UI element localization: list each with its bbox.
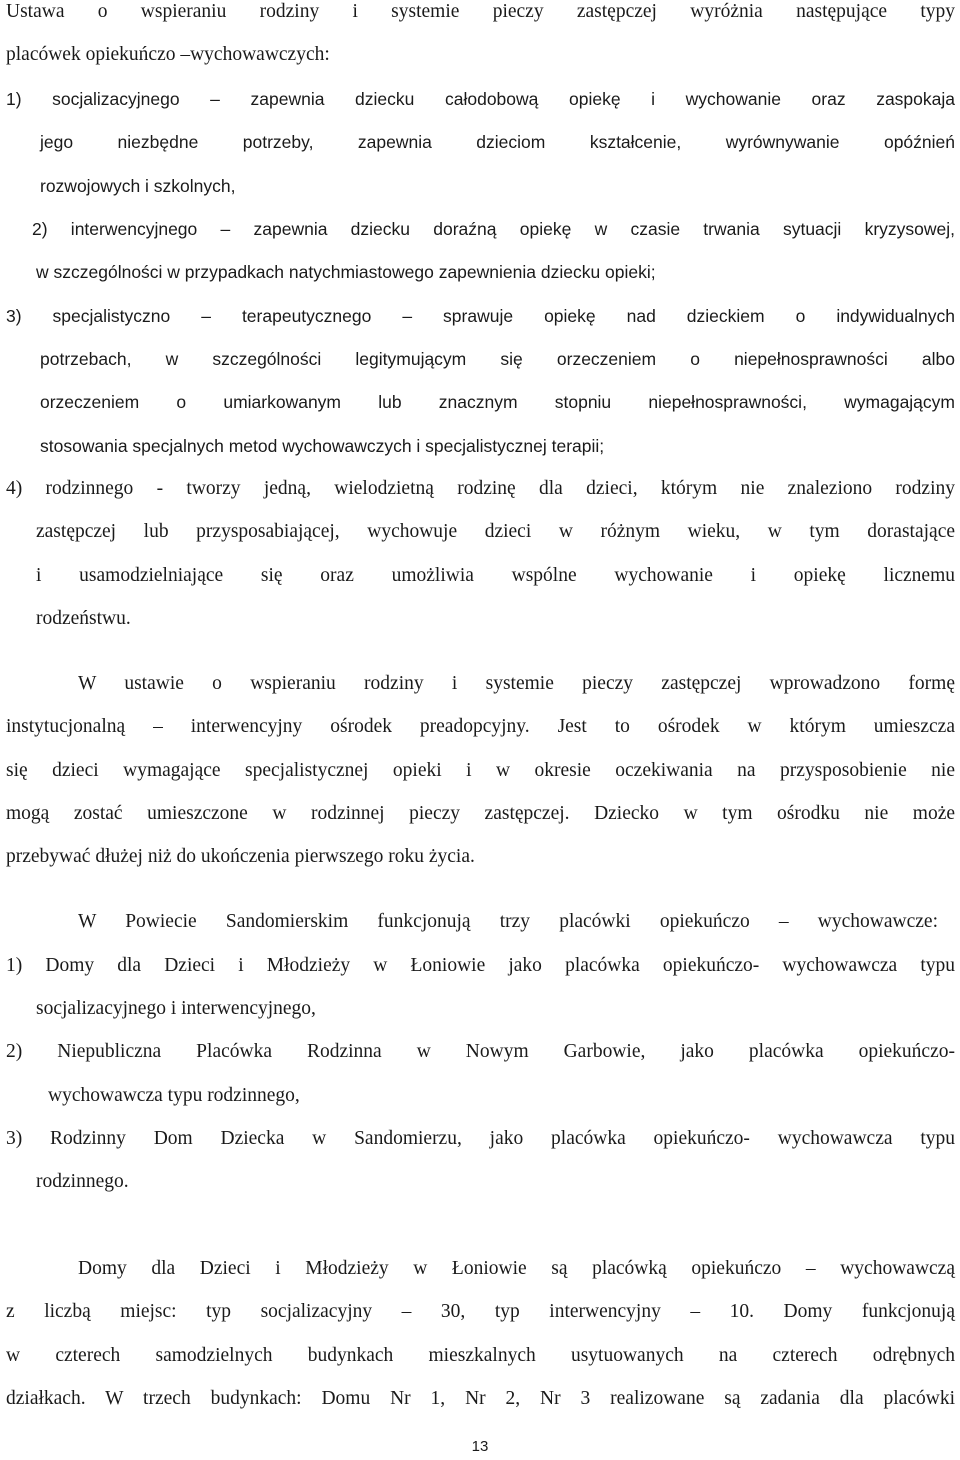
paragraph-line: w czterech samodzielnych budynkach mieszkalnych usytuowanych na czterech odrębnych (6, 1345, 955, 1366)
list-item: 2) Niepubliczna Placówka Rodzinna w Nowym Garbowie, jako placówka opiekuńczo- (6, 1041, 955, 1062)
list-item-continuation: orzeczeniem o umiarkowanym lub znacznym stopniu niepełnosprawności, wymagającym (40, 392, 955, 412)
page-number: 13 (471, 1438, 489, 1455)
paragraph-first-line: W Powiecie Sandomierskim funkcjonują trzy placówki opiekuńczo – wychowawcze: (78, 911, 938, 932)
list-item-continuation: wychowawcza typu rodzinnego, (48, 1085, 300, 1106)
paragraph-line: działkach. W trzech budynkach: Domu Nr 1, Nr 2, Nr 3 realizowane są zadania dla placówki (6, 1388, 955, 1409)
text-line: Ustawa o wspieraniu rodziny i systemie pieczy zastępczej wyróżnia następujące typy (6, 1, 955, 22)
paragraph-line: się dzieci wymagające specjalistycznej opieki i w okresie oczekiwania na przysposobienie nie (6, 760, 955, 781)
list-item-continuation: potrzebach, w szczególności legitymującym się orzeczeniem o niepełnosprawności albo (40, 349, 955, 369)
paragraph-first-line: W ustawie o wspieraniu rodziny i systemie pieczy zastępczej wprowadzono formę (78, 673, 955, 694)
list-item: 3) specjalistyczno – terapeutycznego – sprawuje opiekę nad dzieckiem o indywidualnych (6, 306, 955, 326)
list-item: 1) socjalizacyjnego – zapewnia dziecku całodobową opiekę i wychowanie oraz zaspokaja (6, 89, 955, 109)
list-item: 1) Domy dla Dzieci i Młodzieży w Łoniowie jako placówka opiekuńczo- wychowawcza typu (6, 955, 955, 976)
list-item-continuation: rodzeństwu. (36, 608, 131, 629)
paragraph-line: mogą zostać umieszczone w rodzinnej pieczy zastępczej. Dziecko w tym ośrodku nie może (6, 803, 955, 824)
paragraph-line: instytucjonalną – interwencyjny ośrodek preadopcyjny. Jest to ośrodek w którym umieszcza (6, 716, 955, 737)
paragraph-line: przebywać dłużej niż do ukończenia pierwszego roku życia. (6, 846, 475, 867)
list-item-continuation: socjalizacyjnego i interwencyjnego, (36, 998, 316, 1019)
list-item-continuation: rodzinnego. (36, 1171, 129, 1192)
list-item-continuation: w szczególności w przypadkach natychmiastowego zapewnienia dziecku opieki; (36, 262, 656, 282)
list-item-continuation: i usamodzielniające się oraz umożliwia wspólne wychowanie i opiekę licznemu (36, 565, 955, 586)
list-item: 2) interwencyjnego – zapewnia dziecku doraźną opiekę w czasie trwania sytuacji kryzysowej, (32, 219, 955, 239)
list-item: 4) rodzinnego - tworzy jedną, wielodzietną rodzinę dla dzieci, którym nie znaleziono rodziny (6, 478, 955, 499)
text-line: placówek opiekuńczo –wychowawczych: (6, 44, 330, 65)
list-item-continuation: rozwojowych i szkolnych, (40, 176, 236, 196)
paragraph-first-line: Domy dla Dzieci i Młodzieży w Łoniowie są placówką opiekuńczo – wychowawczą (78, 1258, 955, 1279)
list-item: 3) Rodzinny Dom Dziecka w Sandomierzu, jako placówka opiekuńczo- wychowawcza typu (6, 1128, 955, 1149)
list-item-continuation: stosowania specjalnych metod wychowawczych i specjalistycznej terapii; (40, 436, 605, 456)
list-item-continuation: jego niezbędne potrzeby, zapewnia dzieciom kształcenie, wyrównywanie opóźnień (40, 132, 955, 152)
paragraph-line: z liczbą miejsc: typ socjalizacyjny – 30, typ interwencyjny – 10. Domy funkcjonują (6, 1301, 955, 1322)
list-item-continuation: zastępczej lub przysposabiającej, wychowuje dzieci w różnym wieku, w tym dorastające (36, 521, 955, 542)
